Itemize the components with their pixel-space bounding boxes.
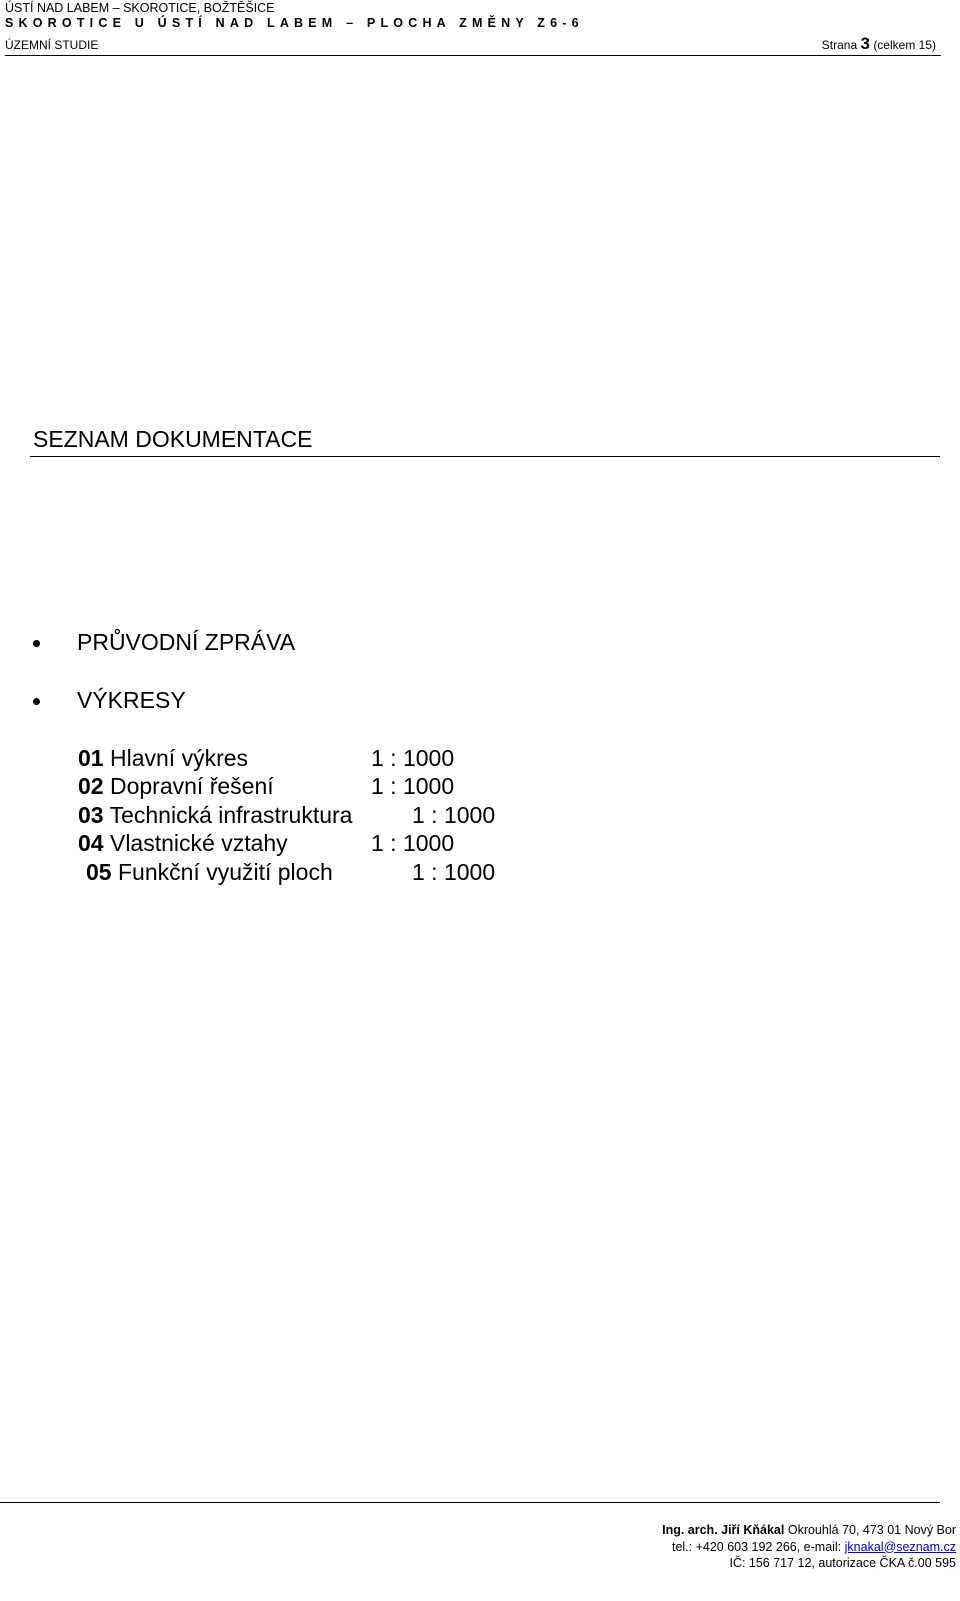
page-label: Strana bbox=[821, 38, 858, 52]
drawing-number: 02 bbox=[78, 773, 104, 799]
drawing-number: 01 bbox=[78, 745, 104, 771]
drawing-name: Dopravní řešení bbox=[109, 773, 274, 799]
footer-address: Okrouhlá 70, 473 01 Nový Bor bbox=[787, 1523, 956, 1537]
bullet-icon bbox=[33, 640, 40, 647]
drawing-scale: 1 : 1000 bbox=[412, 859, 496, 885]
header-project-title: SKOROTICE U ÚSTÍ NAD LABEM – PLOCHA ZMĚNY Z6-6 bbox=[5, 16, 584, 30]
page-total: (celkem 15) bbox=[873, 38, 936, 52]
footer-author: Ing. arch. Jiří Kňákal bbox=[662, 1523, 785, 1537]
footer-email-link[interactable]: jknakal@seznam.cz bbox=[844, 1539, 956, 1554]
list-item-label: VÝKRESY bbox=[77, 687, 186, 713]
section-divider bbox=[30, 456, 940, 457]
drawing-scale: 1 : 1000 bbox=[371, 745, 455, 771]
drawing-number: 05 bbox=[86, 859, 112, 885]
drawing-scale: 1 : 1000 bbox=[371, 830, 455, 856]
drawing-number: 04 bbox=[78, 830, 104, 856]
drawing-name: Hlavní výkres bbox=[109, 745, 249, 771]
page-footer bbox=[662, 1522, 956, 1572]
footer-registration: IČ: 156 717 12, autorizace ČKA č.00 595 bbox=[729, 1556, 956, 1570]
header-location: ÚSTÍ NAD LABEM – SKOROTICE, BOŽTĚŠICE bbox=[5, 1, 275, 15]
footer-contact-line bbox=[662, 1539, 956, 1556]
drawing-scale: 1 : 1000 bbox=[412, 802, 496, 828]
footer-phone: tel.: +420 603 192 266, e-mail: bbox=[671, 1539, 845, 1554]
drawing-name: Vlastnické vztahy bbox=[109, 830, 288, 856]
list-item bbox=[33, 687, 633, 717]
drawing-entry bbox=[86, 859, 546, 887]
list-item bbox=[33, 629, 633, 659]
footer-author-line bbox=[662, 1522, 956, 1539]
header-document-type: ÚZEMNÍ STUDIE bbox=[5, 38, 99, 52]
drawing-name: Technická infrastruktura bbox=[109, 802, 353, 828]
drawing-entry bbox=[78, 802, 538, 830]
page-number: 3 bbox=[860, 34, 870, 53]
drawing-name: Funkční využití ploch bbox=[117, 859, 333, 885]
section-title: SEZNAM DOKUMENTACE bbox=[33, 426, 313, 452]
drawing-entry bbox=[78, 773, 538, 801]
drawing-entry bbox=[78, 745, 538, 773]
drawing-scale: 1 : 1000 bbox=[371, 773, 455, 799]
bullet-icon bbox=[33, 698, 40, 705]
footer-divider bbox=[0, 1502, 940, 1503]
page-indicator bbox=[822, 34, 936, 54]
header-divider bbox=[5, 55, 941, 56]
list-item-label: PRŮVODNÍ ZPRÁVA bbox=[77, 629, 296, 655]
drawing-number: 03 bbox=[78, 802, 104, 828]
drawing-entry bbox=[78, 830, 538, 858]
